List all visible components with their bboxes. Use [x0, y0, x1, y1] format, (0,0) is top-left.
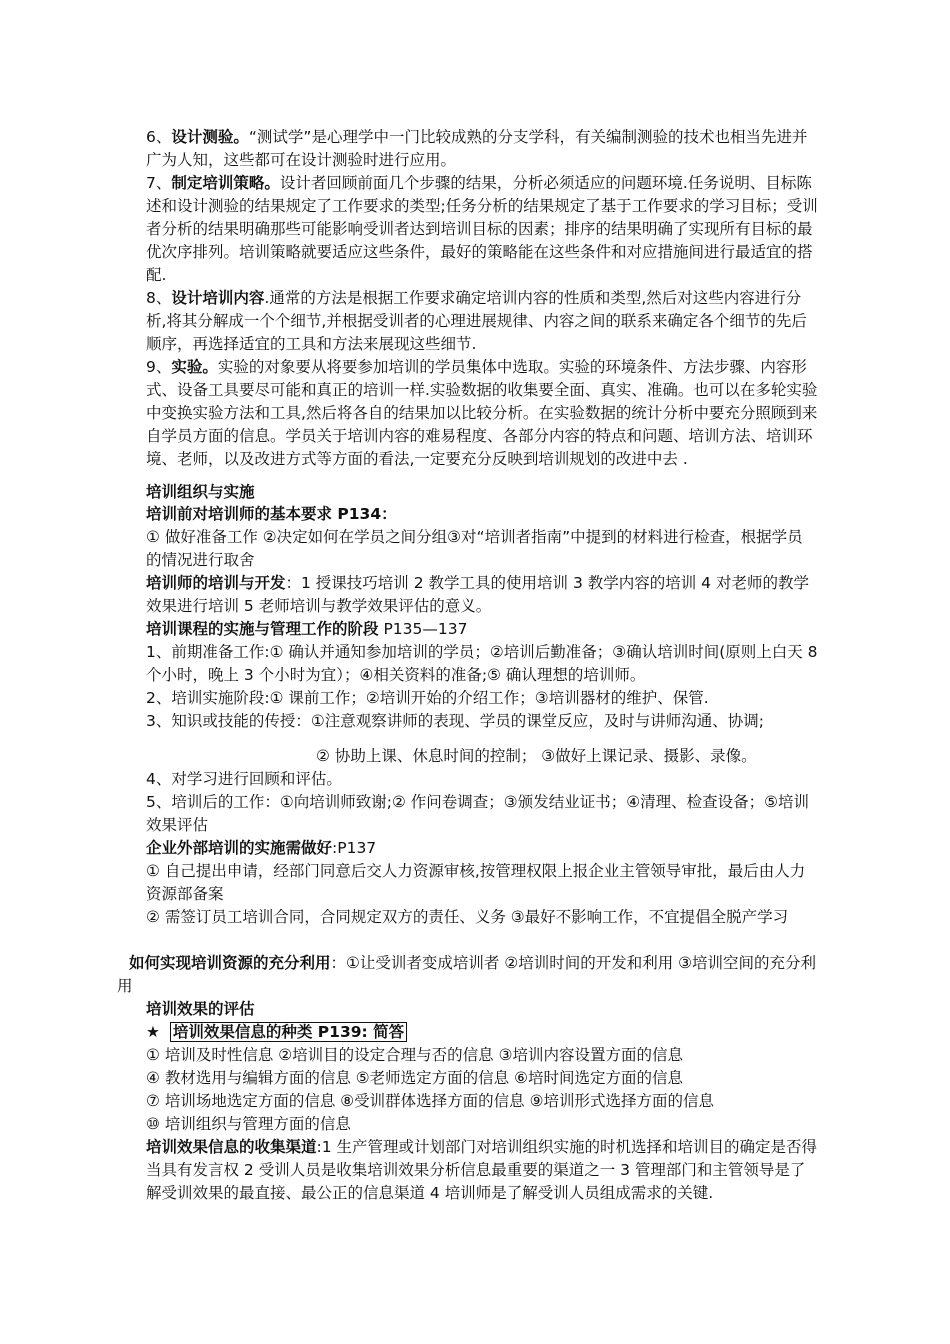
- section-title: 企业外部培训的实施需做好: [146, 839, 333, 857]
- item-number: 9、: [146, 358, 172, 376]
- external-item-1: ① 自己提出申请，经部门同意后交人力资源审核,按管理权限上报企业主管领导审批，最后由人力资源部备案: [146, 862, 806, 903]
- section-page-ref: P135—137: [378, 620, 468, 638]
- section-title: 培训效果信息的收集渠道: [146, 1138, 317, 1156]
- para-info-kinds-heading: [146, 1021, 818, 1044]
- item-text: .通常的方法是根据工作要求确定培训内容的性质和类型,然后对这些内容进行分析,将其分解成一个个细节,并根据受训者的心理进展规律、内容之间的联系来确定各个细节的先后顺序，再选择适宜的工具和方法来展现这些细节.: [146, 289, 807, 353]
- para-trainer-requirements: [146, 503, 818, 572]
- item-title: 设计培训内容: [171, 289, 265, 307]
- info-kind-row-1: ① 培训及时性信息 ②培训目的设定合理与否的信息 ③培训内容设置方面的信息: [146, 1046, 683, 1064]
- para-trainer-development: [146, 572, 818, 618]
- section-text: ：①让受训者变成培训者 ②培训时间的开发和利用 ③培训空间的充分利用: [117, 954, 817, 995]
- info-kind-row-2: ④ 教材选用与编辑方面的信息 ⑤老师选定方面的信息 ⑥培时间选定方面的信息: [146, 1069, 683, 1087]
- para-external-training: [146, 837, 818, 860]
- stage-item-5: 5、培训后的工作：①向培训师致谢;② 作问卷调查；③颁发结业证书；④清理、检查设备；⑤培训效果评估: [146, 793, 809, 834]
- item-title: 设计测验。: [171, 128, 249, 146]
- para-collection-channels: [146, 1136, 818, 1205]
- para-training-strategy: [146, 172, 818, 287]
- para-stage-heading: [146, 618, 818, 641]
- item-title: 实验。: [171, 358, 218, 376]
- section-title: 如何实现培训资源的充分利用: [129, 954, 331, 972]
- item-number: 7、: [146, 174, 172, 192]
- para-design-test: [146, 126, 818, 172]
- item-number: 8、: [146, 289, 172, 307]
- para-resource-utilization: [117, 952, 817, 998]
- section-title: 培训课程的实施与管理工作的阶段: [146, 620, 379, 638]
- item-number: 6、: [146, 128, 172, 146]
- stage-item-1: 1、前期准备工作:① 确认并通知参加培训的学员；②培训后勤准备；③确认培训时间(原则上白天 8 个小时，晚上 3 个小时为宜）；④相关资料的准备;⑤ 确认理想的培训师。: [146, 643, 818, 684]
- stage-item-4: 4、对学习进行回顾和评估。: [146, 770, 342, 788]
- section-title: 培训前对培训师的基本要求: [146, 505, 333, 523]
- section-page-ref: P134：: [332, 505, 397, 523]
- section-text: :1 生产管理或计划部门对培训组织实施的时机选择和培训目的确定是否得当具有发言权 2 受训人员是收集培训效果分析信息最重要的渠道之一 3 管理部门和主管领导是了解受训效果的最直接、最公正的信息渠道 4 培训师是了解受训人员组成需求的关键.: [146, 1138, 818, 1202]
- heading-org-implementation: 培训组织与实施: [146, 483, 255, 501]
- star-icon: ★: [146, 1023, 160, 1041]
- item-text: “测试学”是心理学中一门比较成熟的分支学科，有关编制测验的技术也相当先进并广为人知，这些都可在设计测验时进行应用。: [146, 128, 808, 169]
- stage-item-2: 2、培训实施阶段:① 课前工作；②培训开始的介绍工作；③培训器材的维护、保管.: [146, 689, 709, 707]
- external-item-2: ② 需签订员工培训合同，合同规定双方的责任、义务 ③最好不影响工作，不宜提倡全脱产学习: [146, 908, 789, 926]
- heading-evaluation: 培训效果的评估: [146, 1000, 255, 1018]
- item-text: 设计者回顾前面几个步骤的结果，分析必须适应的问题环境.任务说明、目标陈述和设计测验的结果规定了工作要求的类型;任务分析的结果规定了基于工作要求的学习目标；受训者分析的结果明确那些可能影响受训者达到培训目标的因素；排序的结果明确了实现所有目标的最优次序排列。培训策略就要适应这些条件，最好的策略能在这些条件和对应措施间进行最适宜的搭配.: [146, 174, 818, 284]
- section-title: 培训师的培训与开发: [146, 574, 286, 592]
- info-kind-row-3: ⑦ 培训场地选定方面的信息 ⑧受训群体选择方面的信息 ⑨培训形式选择方面的信息: [146, 1092, 714, 1110]
- para-training-content: [146, 287, 818, 356]
- section-text: ① 做好准备工作 ②决定如何在学员之间分组③对“培训者指南”中提到的材料进行检查，根据学员的情况进行取舍: [146, 528, 803, 569]
- item-text: 实验的对象要从将要参加培训的学员集体中选取。实验的环境条件、方法步骤、内容形式、设备工具要尽可能和真正的培训一样.实验数据的收集要全面、真实、准确。也可以在多轮实验中变换实验方法和工具,然后将各自的结果加以比较分析。在实验数据的统计分析中要充分照顾到来自学员方面的信息。学员关于培训内容的难易程度、各部分内容的特点和问题、培训方法、培训环境、老师，以及改进方式等方面的看法,一定要充分反映到培训规划的改进中去 .: [146, 358, 818, 468]
- section-text: ：1 授课技巧培训 2 教学工具的使用培训 3 教学内容的培训 4 对老师的教学效果进行培训 5 老师培训与教学效果评估的意义。: [146, 574, 809, 615]
- para-experiment: [146, 356, 818, 471]
- boxed-section-title: 培训效果信息的种类 P139: 简答: [170, 1022, 407, 1042]
- item-title: 制定培训策略。: [171, 174, 280, 192]
- stage-item-3-continued: ② 协助上课、休息时间的控制； ③做好上课记录、摄影、录像。: [316, 747, 757, 765]
- info-kind-row-4: ⑩ 培训组织与管理方面的信息: [146, 1115, 351, 1133]
- section-page-ref: :P137: [332, 839, 377, 857]
- stage-item-3: 3、知识或技能的传授：①注意观察讲师的表现、学员的课堂反应，及时与讲师沟通、协调;: [146, 712, 764, 730]
